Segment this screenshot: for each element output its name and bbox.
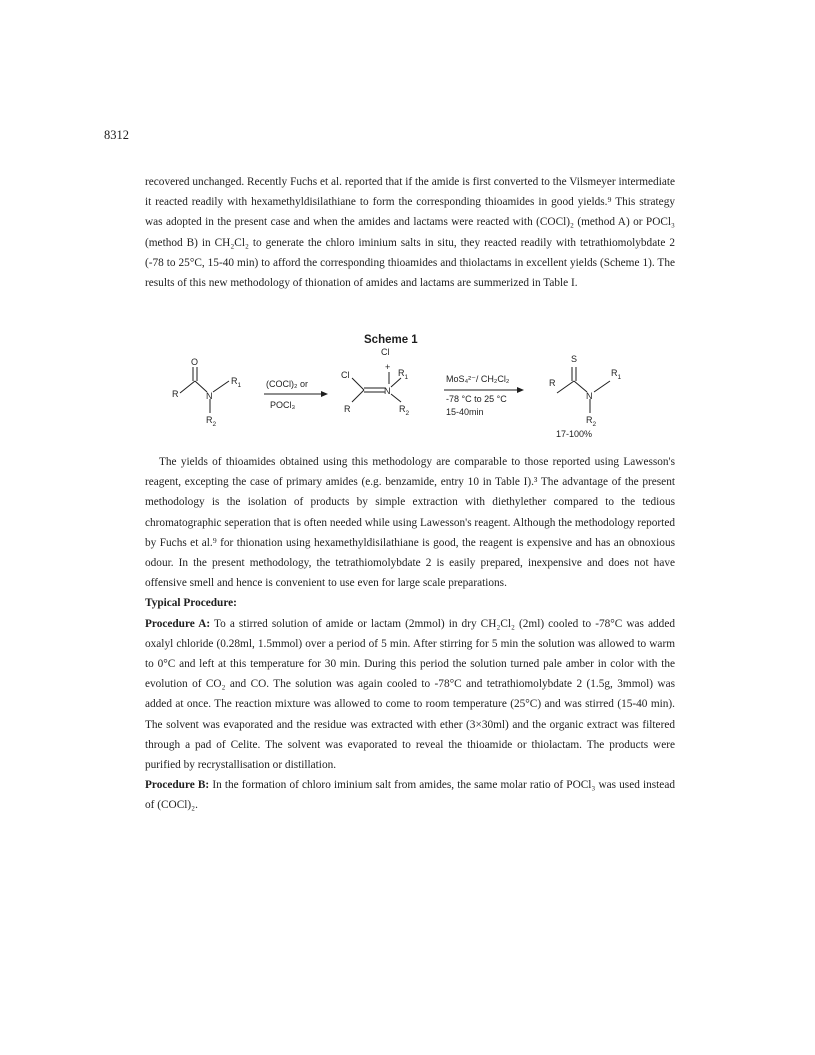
reaction-arrow-1 <box>264 379 328 410</box>
nitrogen-label: N <box>206 391 213 401</box>
intermediate-plus: + <box>385 362 391 372</box>
procedure-b-text: In the formation of chloro iminium salt from amides, the same molar ratio of POCl₃ was used instead of (COCl)₂. <box>145 779 675 812</box>
scheme-1-reaction <box>0 0 815 470</box>
page-number: 8312 <box>104 128 129 142</box>
typical-procedure-heading: Typical Procedure: <box>145 597 237 610</box>
product-thioamide <box>549 354 622 439</box>
procedure-b-label: Procedure B: <box>145 779 210 792</box>
r1-label: $R_1$ <box>231 376 242 389</box>
paragraph-text: recovered unchanged. Recently Fuchs et al. reported that if the amide is first converted to the Vilsmeyer intermediate it reacted readily with hexamethyldisilathiane to form the corresponding thioamides in good yields.⁹ This strategy was adopted in the present case and when the amides and lactams were reacted with (COCl)₂ (method A) or POCl₃ (method B) in CH₂Cl₂ to generate the chloro iminium salts in situ, they reacted readily with tetrathiomolybdate 2 (-78 to 25°C, 15-40 min) to afford the corresponding thioamides and thiolactams in excellent yields (Scheme 1). The results of this new methodology of thionation of amides and lactams are summerized in Table I. <box>145 176 675 290</box>
intermediate-r2: $R_2$ <box>399 404 410 417</box>
intermediate-r: R <box>344 404 351 414</box>
product-yield: 17-100% <box>556 429 593 439</box>
oxygen-label: O <box>191 357 199 367</box>
intermediate-n: N <box>384 386 391 396</box>
procedure-a-label: Procedure A: <box>145 617 211 630</box>
reactant-amide <box>172 357 242 428</box>
arrow2-reagent-top: MoS₄²⁻/ CH₂Cl₂ <box>446 374 510 384</box>
body-paragraph-2: The yields of thioamides obtained using this methodology are comparable to those reported using Lawesson's reagent, excepting the case of primary amides (e.g. benzamide, entry 10 in Table I).³ The advantage of the present methodology is the isolation of products by simple extraction with diethylether compared to the tedious chromatographic seperation that is often needed while using Lawesson's reagent. Although the methodology reported by Fuchs et al.⁹ for thionation using hexamethyldisilathiane is good, the reagent is expensive and has an obnoxious odour. In the present methodology, the tetrathiomolybdate 2 is easily prepared, inexpensive and does not have offensive smell and hence is convenient to use even for large scale preparations. <box>145 456 675 590</box>
reaction-arrow-2 <box>444 374 524 417</box>
procedure-b-paragraph <box>145 775 675 815</box>
arrow1-reagent-bottom: POCl₃ <box>270 400 296 410</box>
scheme-title: Scheme 1 <box>364 334 418 346</box>
product-r2: $R_2$ <box>586 415 597 428</box>
arrow2-conditions-time: 15-40min <box>446 407 484 417</box>
arrow2-conditions-temp: -78 °C to 25 °C <box>446 394 507 404</box>
procedure-a-paragraph <box>145 614 675 776</box>
product-r1: $R_1$ <box>611 368 622 381</box>
intermediate-chloro-iminium <box>341 347 410 417</box>
product-r: R <box>549 378 556 388</box>
arrow1-reagent-top: (COCl)₂ or <box>266 379 308 389</box>
sulfur-label: S <box>571 354 578 364</box>
body-main <box>145 452 675 816</box>
r-label: R <box>172 389 179 399</box>
r2-label: $R_2$ <box>206 415 217 428</box>
procedure-a-text: To a stirred solution of amide or lactam (2mmol) in dry CH₂Cl₂ (2ml) cooled to -78°C was added oxalyl chloride (0.28ml, 1.5mmol) over a period of 5 min. After stirring for 5 min the solution was allowed to warm to 0°C and left at this temperature for 30 min. During this period the solution turned pale amber in color with the evolution of CO₂ and CO. The solution was again cooled to -78°C and tetrathiomolybdate 2 (1.5g, 3mmol) was added at once. The reaction mixture was allowed to come to room temperature (25°C) and was stirred (15-40 min). The solvent was evaporated and the residue was extracted with ether (3×30ml) and the organic extract was filtered through a pad of Celite. The solvent was evaporated to reveal the thioamide or thiolactam. The products were purified by recrystallisation or distillation. <box>145 617 675 772</box>
intermediate-cl-top: Cl <box>381 347 390 357</box>
intermediate-r1: $R_1$ <box>398 368 409 381</box>
product-n: N <box>586 391 593 401</box>
intermediate-cl-left: Cl <box>341 370 350 380</box>
